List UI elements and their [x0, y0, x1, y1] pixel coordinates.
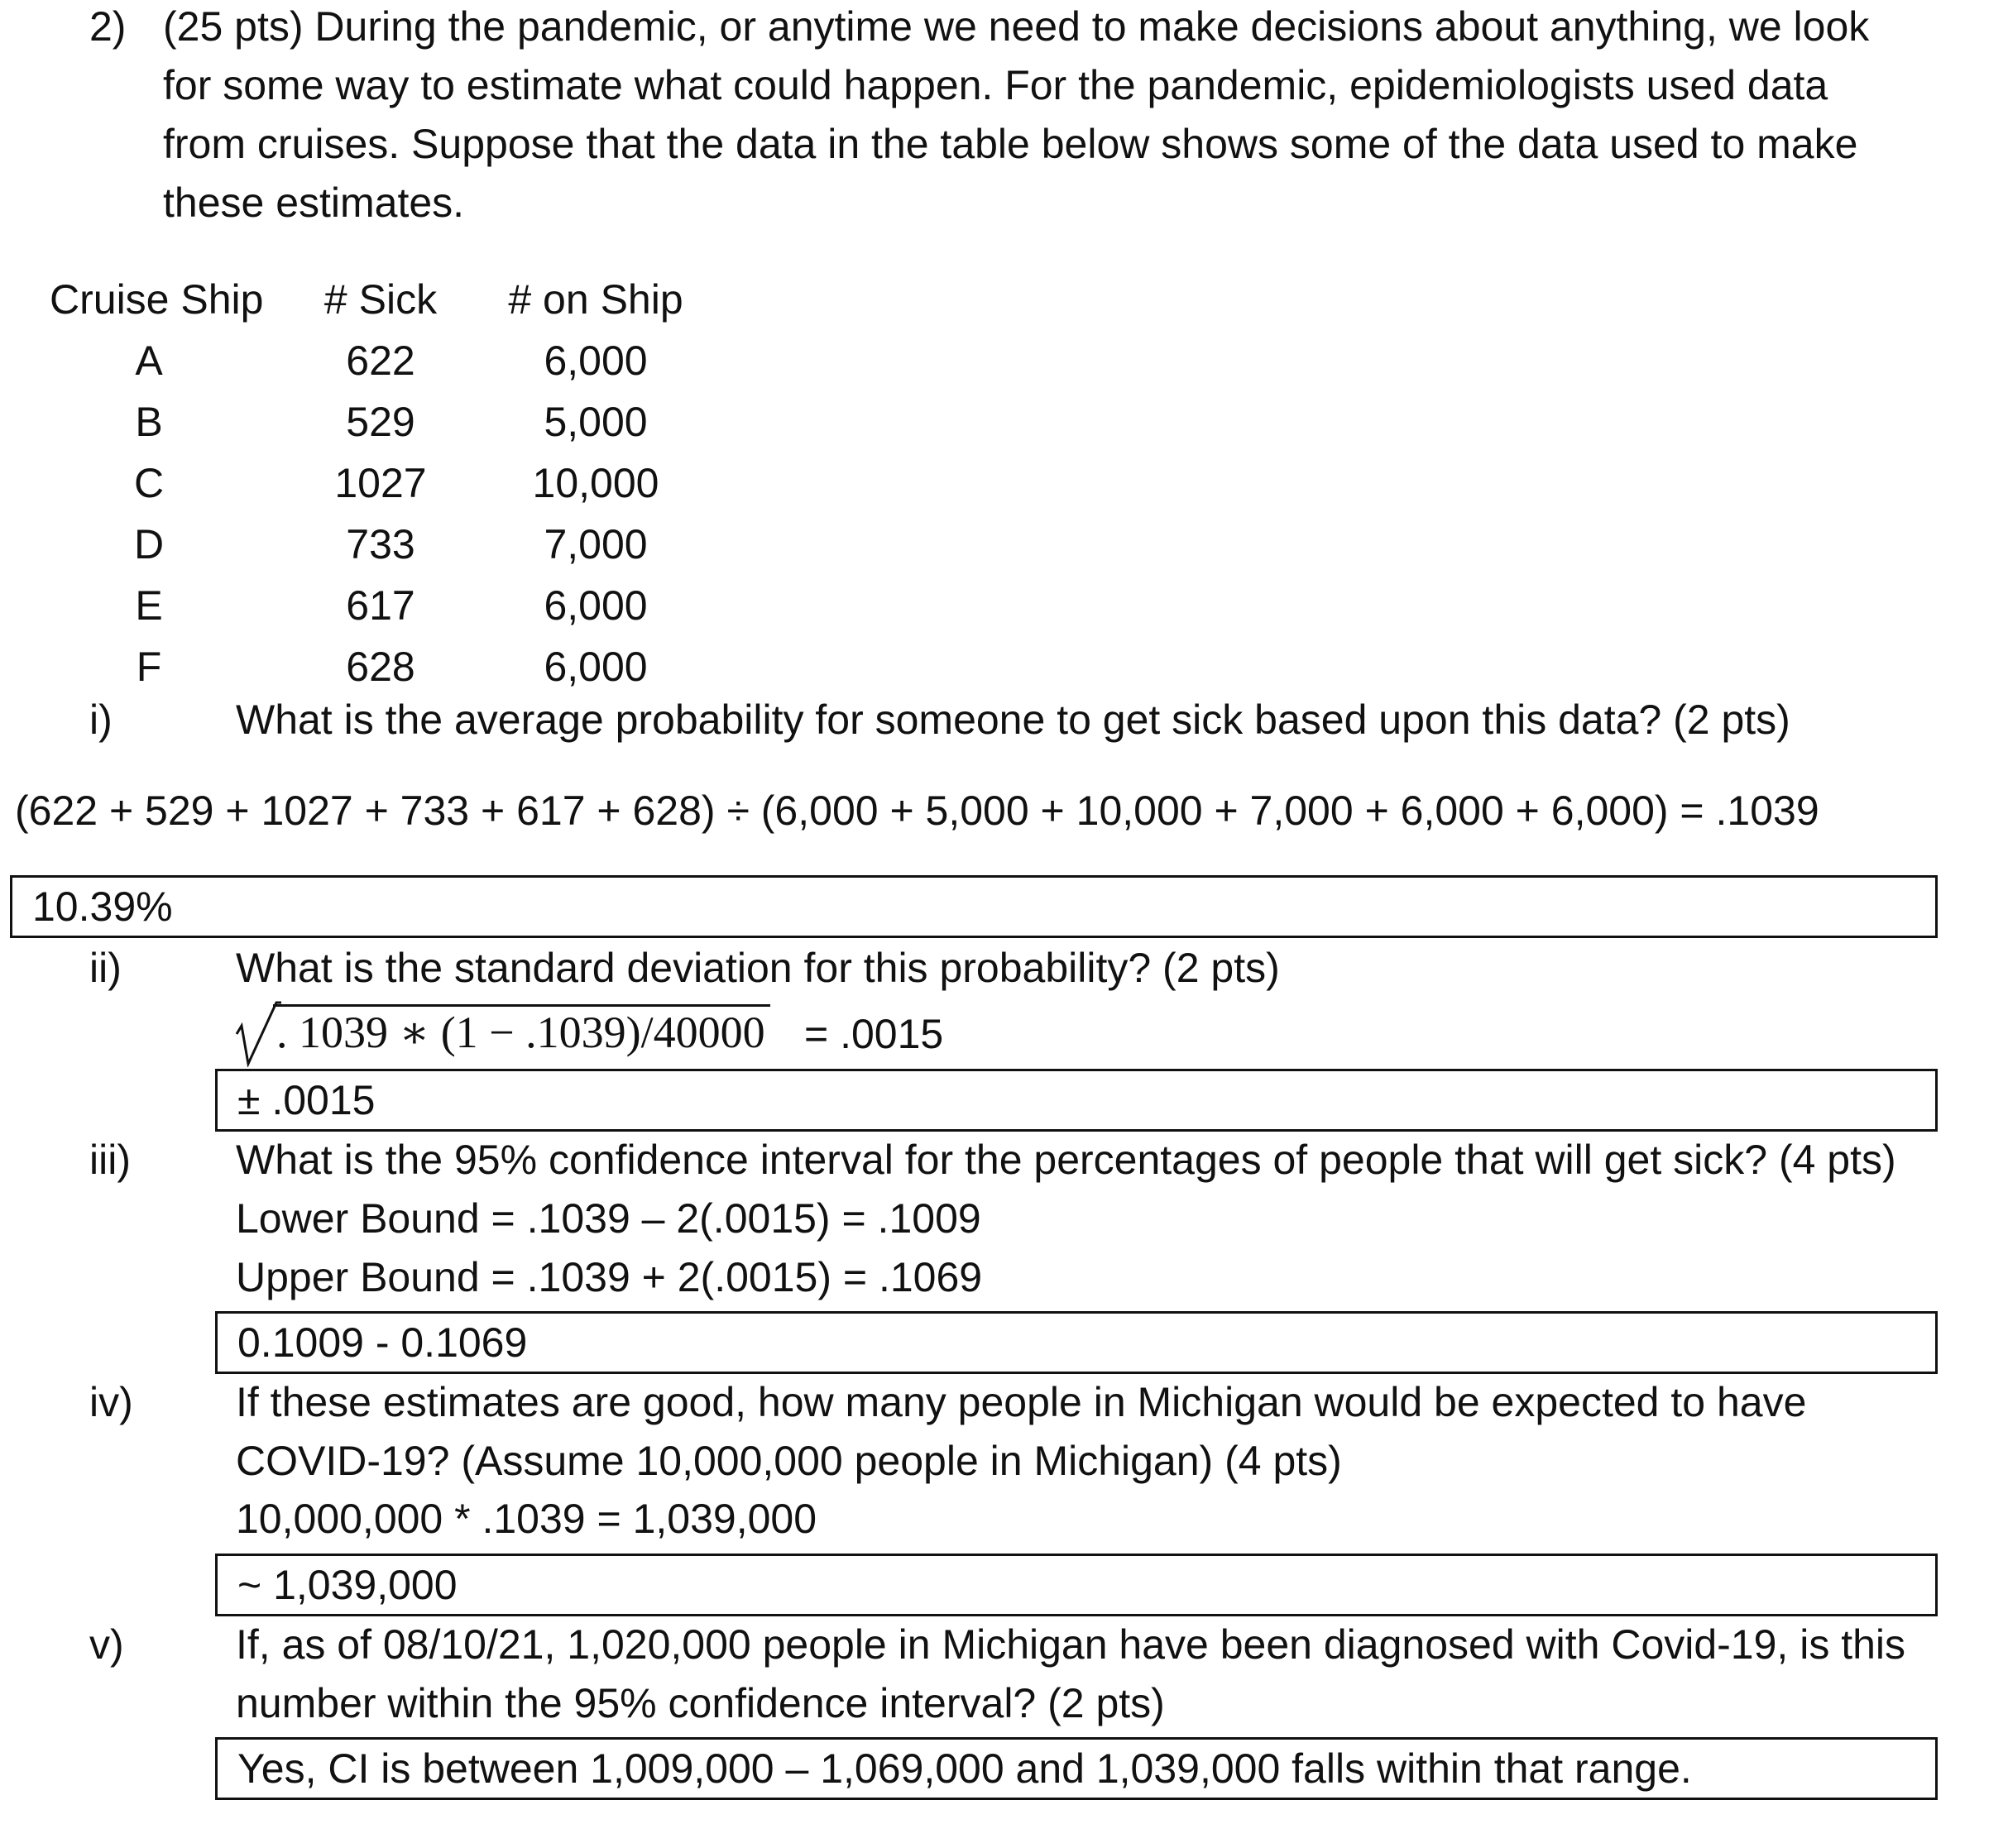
part-iii-lower-bound: Lower Bound = .1039 – 2(.0015) = .1009 — [236, 1195, 981, 1242]
table-cell: 7,000 — [544, 521, 648, 567]
table-cell: 529 — [346, 399, 415, 445]
table-cell: 617 — [346, 582, 415, 629]
part-iv-question-line-1: If these estimates are good, how many people in Michigan would be expected to have — [236, 1379, 1807, 1425]
table-cell: 622 — [346, 338, 415, 384]
table-cell: D — [133, 521, 165, 567]
question-line-2: for some way to estimate what could happen. For the pandemic, epidemiologists used data — [163, 62, 1828, 108]
part-iii-answer: 0.1009 - 0.1069 — [237, 1319, 528, 1366]
part-ii-question: What is the standard deviation for this probability? (2 pts) — [236, 945, 1280, 991]
table-cell: 733 — [346, 521, 415, 567]
part-v-answer-box — [215, 1737, 1938, 1800]
part-i-answer: 10.39% — [32, 883, 173, 930]
part-iv-answer-box — [215, 1554, 1938, 1616]
question-line-3: from cruises. Suppose that the data in the table below shows some of the data used to make — [163, 121, 1858, 167]
part-i-work: (622 + 529 + 1027 + 733 + 617 + 628) ÷ (6,000 + 5,000 + 10,000 + 7,000 + 6,000 + 6,000) = .1039 — [15, 788, 1819, 834]
part-iv-answer: ~ 1,039,000 — [237, 1562, 458, 1608]
question-line-1: (25 pts) During the pandemic, or anytime we need to make decisions about anything, we look — [163, 3, 1870, 50]
table-cell: A — [135, 338, 163, 384]
part-ii-answer: ± .0015 — [237, 1077, 376, 1123]
table-cell: 5,000 — [544, 399, 648, 445]
part-v-question-line-1: If, as of 08/10/21, 1,020,000 people in Michigan have been diagnosed with Covid-19, is this — [236, 1621, 1906, 1668]
table-cell: 628 — [346, 644, 415, 690]
table-header-ship: Cruise Ship — [50, 276, 264, 323]
table-cell: 1027 — [334, 460, 427, 506]
table-cell: 6,000 — [544, 644, 648, 690]
part-iii-label: iii) — [89, 1137, 131, 1183]
part-v-question-line-2: number within the 95% confidence interval? (2 pts) — [236, 1680, 1165, 1726]
part-ii-answer-box — [215, 1069, 1938, 1132]
table-cell: 10,000 — [532, 460, 659, 506]
part-v-label: v) — [89, 1621, 124, 1668]
part-i-label: i) — [89, 697, 113, 743]
table-cell: C — [133, 460, 165, 506]
part-v-answer: Yes, CI is between 1,009,000 – 1,069,000 and 1,039,000 falls within that range. — [237, 1745, 1692, 1792]
question-number: 2) — [89, 3, 127, 50]
part-iv-label: iv) — [89, 1379, 133, 1425]
table-cell: F — [136, 644, 162, 690]
part-i-answer-box — [10, 875, 1938, 938]
part-iii-upper-bound: Upper Bound = .1039 + 2(.0015) = .1069 — [236, 1254, 983, 1300]
table-cell: E — [135, 582, 163, 629]
part-ii-result: = .0015 — [804, 1011, 944, 1057]
table-header-sick: # Sick — [323, 276, 438, 323]
table-header-on-ship: # on Ship — [508, 276, 683, 323]
part-iii-question: What is the 95% confidence interval for the percentages of people that will get sick? (4 pts) — [236, 1137, 1896, 1183]
question-line-4: these estimates. — [163, 180, 465, 226]
part-ii-label: ii) — [89, 945, 122, 991]
part-ii-radicand: . 1039 ∗ (1 − .1039)/40000 — [273, 1004, 770, 1058]
table-cell: 6,000 — [544, 582, 648, 629]
part-iii-answer-box — [215, 1311, 1938, 1374]
table-cell: 6,000 — [544, 338, 648, 384]
part-i-question: What is the average probability for someone to get sick based upon this data? (2 pts) — [236, 697, 1790, 743]
part-iv-work: 10,000,000 * .1039 = 1,039,000 — [236, 1496, 817, 1542]
table-cell: B — [135, 399, 163, 445]
part-iv-question-line-2: COVID-19? (Assume 10,000,000 people in Michigan) (4 pts) — [236, 1438, 1342, 1484]
